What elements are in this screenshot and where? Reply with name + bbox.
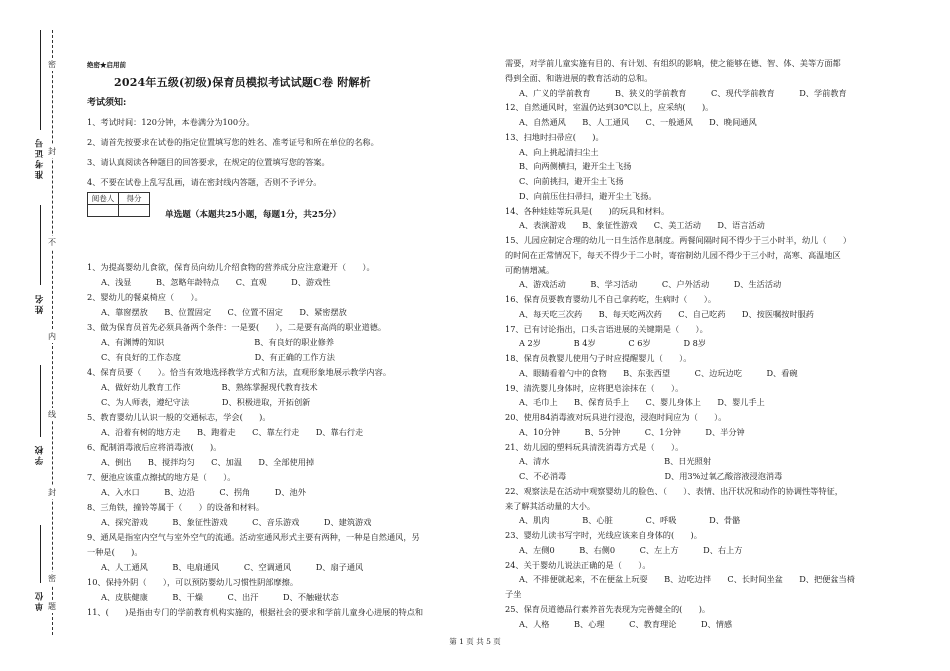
question-text: 7、便池应该重点擦拭的地方是（ ）。 [87,472,236,482]
seal-char: 封 [48,147,56,156]
question-text: 得到全面、和谐进展的教育活动的总和。 [505,72,653,83]
answer-options: A、人格 B、心理 C、教育理论 D、情感 [519,618,733,629]
answer-options: A、做好幼儿教育工作 B、熟练掌握现代教育技术 [101,382,318,392]
answer-options: A、入水口 B、边沿 C、拐角 D、池外 [101,487,306,497]
notice-heading: 考试须知: [87,98,127,108]
answer-options: A、自然通风 B、人工通风 C、一般通风 D、晚间通风 [519,117,757,127]
exam-number-field[interactable] [40,30,41,130]
answer-options: A、浅显 B、忽略年龄特点 C、直观 D、游戏性 [101,277,331,287]
question-text: 9、通风是指室内空气与室外空气的流通。活动室通风形式主要有两种，一种是自然通风，另 [87,532,420,542]
answer-options: C、为人师表，遵纪守法 D、积极进取，开拓创新 [101,397,311,407]
question-text: 19、清洗婴儿身体时，应将肥皂涂抹在（ ）。 [505,382,684,393]
question-text: 6、配制消毒液后应将消毒液( )。 [87,442,222,452]
question-text: 2、婴幼儿的餐桌椅应（ ）。 [87,292,203,302]
question-text: 11、( )是指由专门的学前教育机构实施的，根据社会的要求和学前儿童身心进展的特点和 [87,607,424,617]
question-text: 3、做为保育员首先必须具备两个条件：一是要( ），二是要有高尚的职业道德。 [87,322,387,332]
question-text: 18、保育员教婴儿使用勺子时应提醒婴儿（ ）。 [505,353,692,363]
binding-label-exam-number: 准考证号 [35,137,45,179]
seal-char: 密 [48,60,56,69]
answer-options: A、皮肤健康 B、干燥 C、出汗 D、不触碰状态 [101,592,339,602]
question-text: 23、婴幼儿读书写字时，光线应该来自身体的( )。 [505,530,702,540]
confidential-mark: 绝密★启用前 [87,61,126,69]
answer-options: A、肌肉 B、心脏 C、呼吸 D、骨骼 [519,515,741,526]
answer-options: A、游戏活动 B、学习活动 C、户外活动 D、生活活动 [519,279,782,290]
notice-item: 2、请首先按要求在试卷的指定位置填写您的姓名、准考证号和所在单位的名称。 [87,137,379,147]
question-text: 来了解其活动量的大小。 [505,500,596,511]
question-text: 15、儿园应制定合理的幼儿一日生活作息制度。两餐间隔时间不得少于三小时半，幼儿（ ） [505,235,852,245]
answer-options: A、每天吃三次药 B、每天吃两次药 C、自己吃药 D、按医嘱按时服药 [519,308,814,319]
grader-cell[interactable] [88,205,119,217]
answer-options: A、10分钟 B、5分钟 C、1分钟 D、半分钟 [519,426,745,437]
answer-options: C、不必消毒 D、用3%过氧乙酸溶液浸泡消毒 [519,471,783,481]
question-text: 16、保育员要教育婴幼儿不自己拿药吃，生病时（ ）。 [505,294,717,304]
binding-label-school: 学校 [35,444,45,465]
answer-options: A 2岁 B 4岁 C 6岁 D 8岁 [519,338,707,349]
answer-options: A、眼睛看着勺中的食物 B、东张西望 C、边玩边吃 D、看碗 [519,367,798,378]
answer-options: B、向两侧横扫，避开尘土飞扬 [519,161,632,172]
question-text: 8、三角铁，撞铃等属于（ ）的设备和材料。 [87,502,265,512]
question-text: 12、自然通风时，室温仍达到30℃以上，应采纳( )。 [505,102,714,113]
notice-item: 4、不要在试卷上乱写乱画，请在密封线内答题，否则不予评分。 [87,177,322,187]
score-header: 得分 [119,193,150,205]
answer-options: A、靠窗摆放 B、位置固定 C、位置不固定 D、紧密摆放 [101,307,347,317]
question-text: 24、关于婴幼儿说法正确的是（ ）。 [505,559,651,570]
seal-char: 封 [48,488,56,497]
answer-options: A、毛巾上 B、保育员手上 C、婴儿身体上 D、婴儿手上 [519,397,765,408]
question-text: 14、各种娃娃等玩具是( )的玩具和材料。 [505,205,670,216]
seal-char: 题 [48,602,56,611]
answer-options: D、向前压住扫帚扫，避开尘土飞扬。 [519,190,657,201]
question-text: 需要，对学前儿童实施有目的、有计划、有组织的影响，使之能够在德、智、体、美等方面都 [505,58,841,68]
question-text: 20、使用84消毒液对玩具进行浸泡，浸泡时间应为（ ）。 [505,412,727,422]
answer-options: A、探究游戏 B、象征性游戏 C、音乐游戏 D、建筑游戏 [101,517,372,527]
answer-options: C、有良好的工作态度 D、有正确的工作方法 [101,352,335,362]
answer-options: A、广义的学前教育 B、狭义的学前教育 C、现代学前教育 D、学前教育 [519,87,847,98]
question-text: 21、幼儿园的塑料玩具清洗消毒方式是（ ）。 [505,441,684,452]
seal-char: 线 [48,410,56,419]
question-text: 1、为提高婴幼儿食欲，保育员向幼儿介绍食物的营养成分应注意避开（ ）。 [87,262,375,272]
answer-options: A、倒出 B、搅拌均匀 C、加温 D、全部使用掉 [101,457,315,467]
answer-options: A、清水 B、日光照射 [519,456,712,467]
question-text: 10、保持外阴（ ），可以预防婴幼儿习惯性阴部摩擦。 [87,577,299,587]
question-text: 一种是( )。 [87,547,143,557]
question-text: 25、保育员道德品行素养首先表现为完善健全的( )。 [505,603,711,614]
exam-title: 2024年五级(初级)保育员模拟考试试题C卷 附解析 [114,76,371,89]
binding-margin [0,0,72,671]
binding-label-unit: 单位 [35,590,45,611]
question-text: 可酌情增减。 [505,264,555,275]
answer-options: A、向上挑起清扫尘土 [519,146,599,157]
notice-item: 1、考试时间：120分钟，本卷满分为100分。 [87,117,255,127]
unit-field[interactable] [40,525,41,583]
answer-options: C、向前挑扫，避开尘土飞扬 [519,176,624,186]
question-text: 22、观察法是在活动中观察婴幼儿的脸色、（ ）、表情、出汗状况和动作的协调性等特征， [505,485,843,496]
answer-options: A、不排便就起来，不在便盆上玩耍 B、边吃边拌 C、长时间坐盆 D、把便盆当椅 [519,574,855,585]
question-text: 5、教育婴幼儿认识一般的交通标志，学会( )。 [87,412,271,422]
question-text: 13、扫地时扫帚应( )。 [505,131,604,142]
question-text: 子坐 [505,589,522,599]
question-text: 的时间在正常情况下，每天不得少于二小时，寄宿制幼儿园不得少于三小时，高寒、高温地区 [505,249,841,260]
name-field[interactable] [40,205,41,285]
score-cell[interactable] [119,205,150,217]
score-table [87,192,150,217]
page-footer: 第 1 页 共 5 页 [449,637,501,646]
answer-options: A、沿着有树的地方走 B、跑着走 C、靠左行走 D、靠右行走 [101,427,364,437]
notice-item: 3、请认真阅读各种题目的回答要求，在规定的位置填写您的答案。 [87,157,330,167]
question-text: 17、已有讨论指出，口头言语进展的关键期是（ ）。 [505,323,708,334]
answer-options: A、表演游戏 B、象征性游戏 C、美工活动 D、语言活动 [519,220,765,231]
answer-options: A、人工通风 B、电扇通风 C、空调通风 D、扇子通风 [101,562,364,572]
binding-label-name: 姓名 [35,293,45,314]
answer-options: A、有渊博的知识 B、有良好的职业修养 [101,337,334,347]
section-title: 单选题（本题共25小题，每题1分，共25分） [165,210,341,220]
seal-char: 内 [48,332,56,341]
question-text: 4、保育员要（ ）。恰当有效地选择教学方式和方法，直观形象地展示教学内容。 [87,367,392,377]
grader-header: 阅卷人 [88,193,119,205]
seal-char: 不 [48,238,56,247]
answer-options: A、左侧0 B、右侧0 C、左上方 D、右上方 [519,544,743,555]
seal-char: 密 [48,574,56,583]
school-field[interactable] [40,365,41,437]
